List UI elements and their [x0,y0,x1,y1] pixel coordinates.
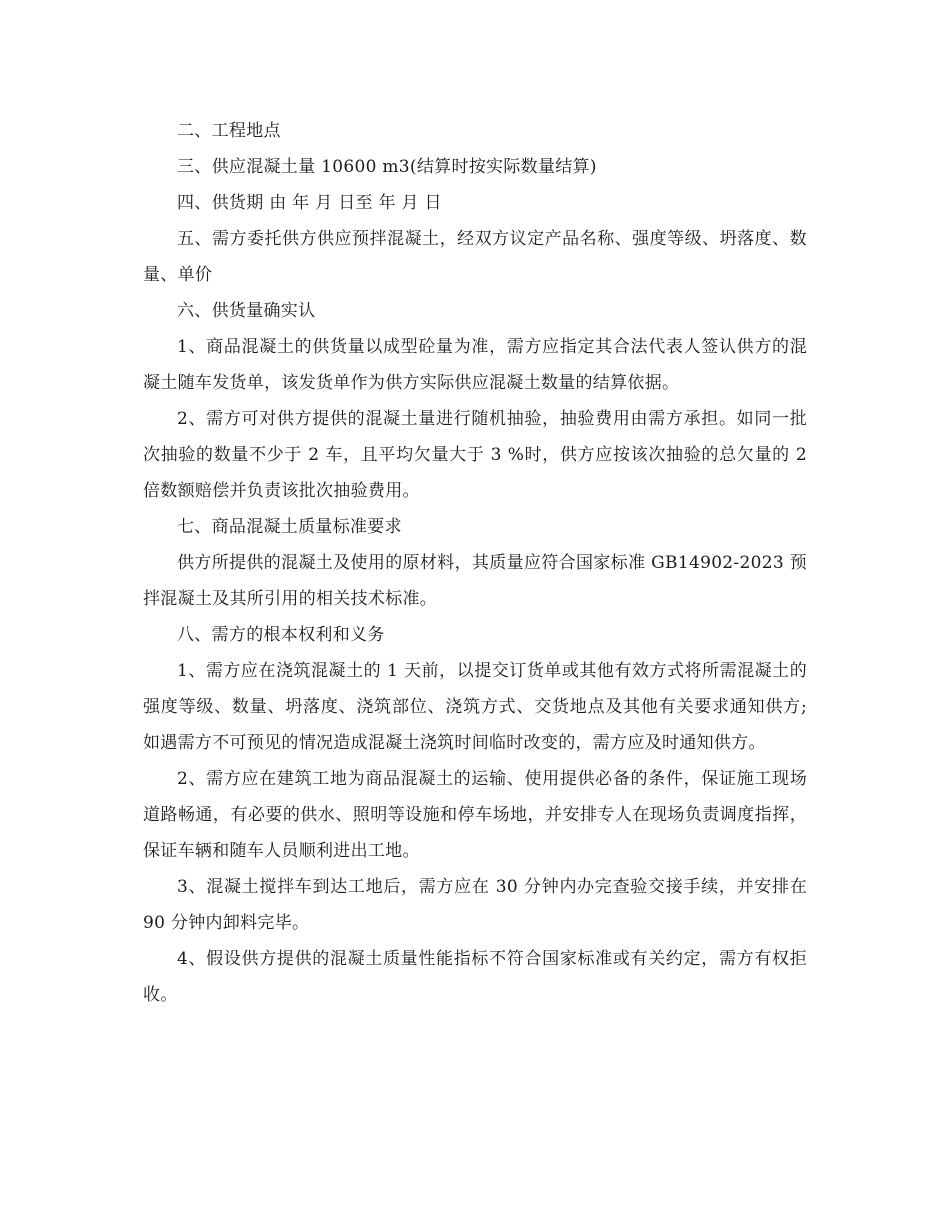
clause-quantity-basis: 1、商品混凝土的供货量以成型砼量为准，需方应指定其合法代表人签认供方的混凝土随车发货单，该发货单作为供方实际供应混凝土数量的结算依据。 [143,337,807,393]
clause-unloading-time: 3、混凝土搅拌车到达工地后，需方应在 30 分钟内办完查验交接手续，并安排在 90 分钟内卸料完毕。 [143,877,807,933]
section-project-location: 二、工程地点 [177,121,281,141]
clause-random-inspection: 2、需方可对供方提供的混凝土量进行随机抽验，抽验费用由需方承担。如同一批次抽验的数量不少于 2 车，且平均欠量大于 3 %时，供方应按该次抽验的总欠量的 2 倍数额赔偿并负责该批次抽验费用。 [143,409,807,501]
section-buyer-rights: 八、需方的根本权利和义务 [177,625,385,645]
section-supply-period: 四、供货期 由 年 月 日至 年 月 日 [177,193,442,213]
section-quantity-confirmation: 六、供货量确实认 [177,301,316,321]
clause-order-notice: 1、需方应在浇筑混凝土的 1 天前，以提交订货单或其他有效方式将所需混凝土的强度等级、数量、坍落度、浇筑部位、浇筑方式、交货地点及其他有关要求通知供方; 如遇需方不可预见的情况造成混凝土浇筑时间临时改变的，需方应及时通知供方。 [143,661,807,753]
section-supply-quantity: 三、供应混凝土量 10600 m3(结算时按实际数量结算) [177,157,597,177]
section-quality-standard: 七、商品混凝土质量标准要求 [177,517,402,537]
section-product-agreement: 五、需方委托供方供应预拌混凝土，经双方议定产品名称、强度等级、坍落度、数量、单价 [143,229,807,285]
clause-quality-requirement: 供方所提供的混凝土及使用的原材料，其质量应符合国家标准 GB14902-2023 预拌混凝土及其所引用的相关技术标准。 [143,553,807,609]
document-body [143,113,807,1013]
clause-rejection-right: 4、假设供方提供的混凝土质量性能指标不符合国家标准或有关约定，需方有权拒收。 [143,949,807,1005]
clause-site-conditions: 2、需方应在建筑工地为商品混凝土的运输、使用提供必备的条件，保证施工现场道路畅通，有必要的供水、照明等设施和停车场地，并安排专人在现场负责调度指挥，保证车辆和随车人员顺利进出工地。 [143,769,807,861]
